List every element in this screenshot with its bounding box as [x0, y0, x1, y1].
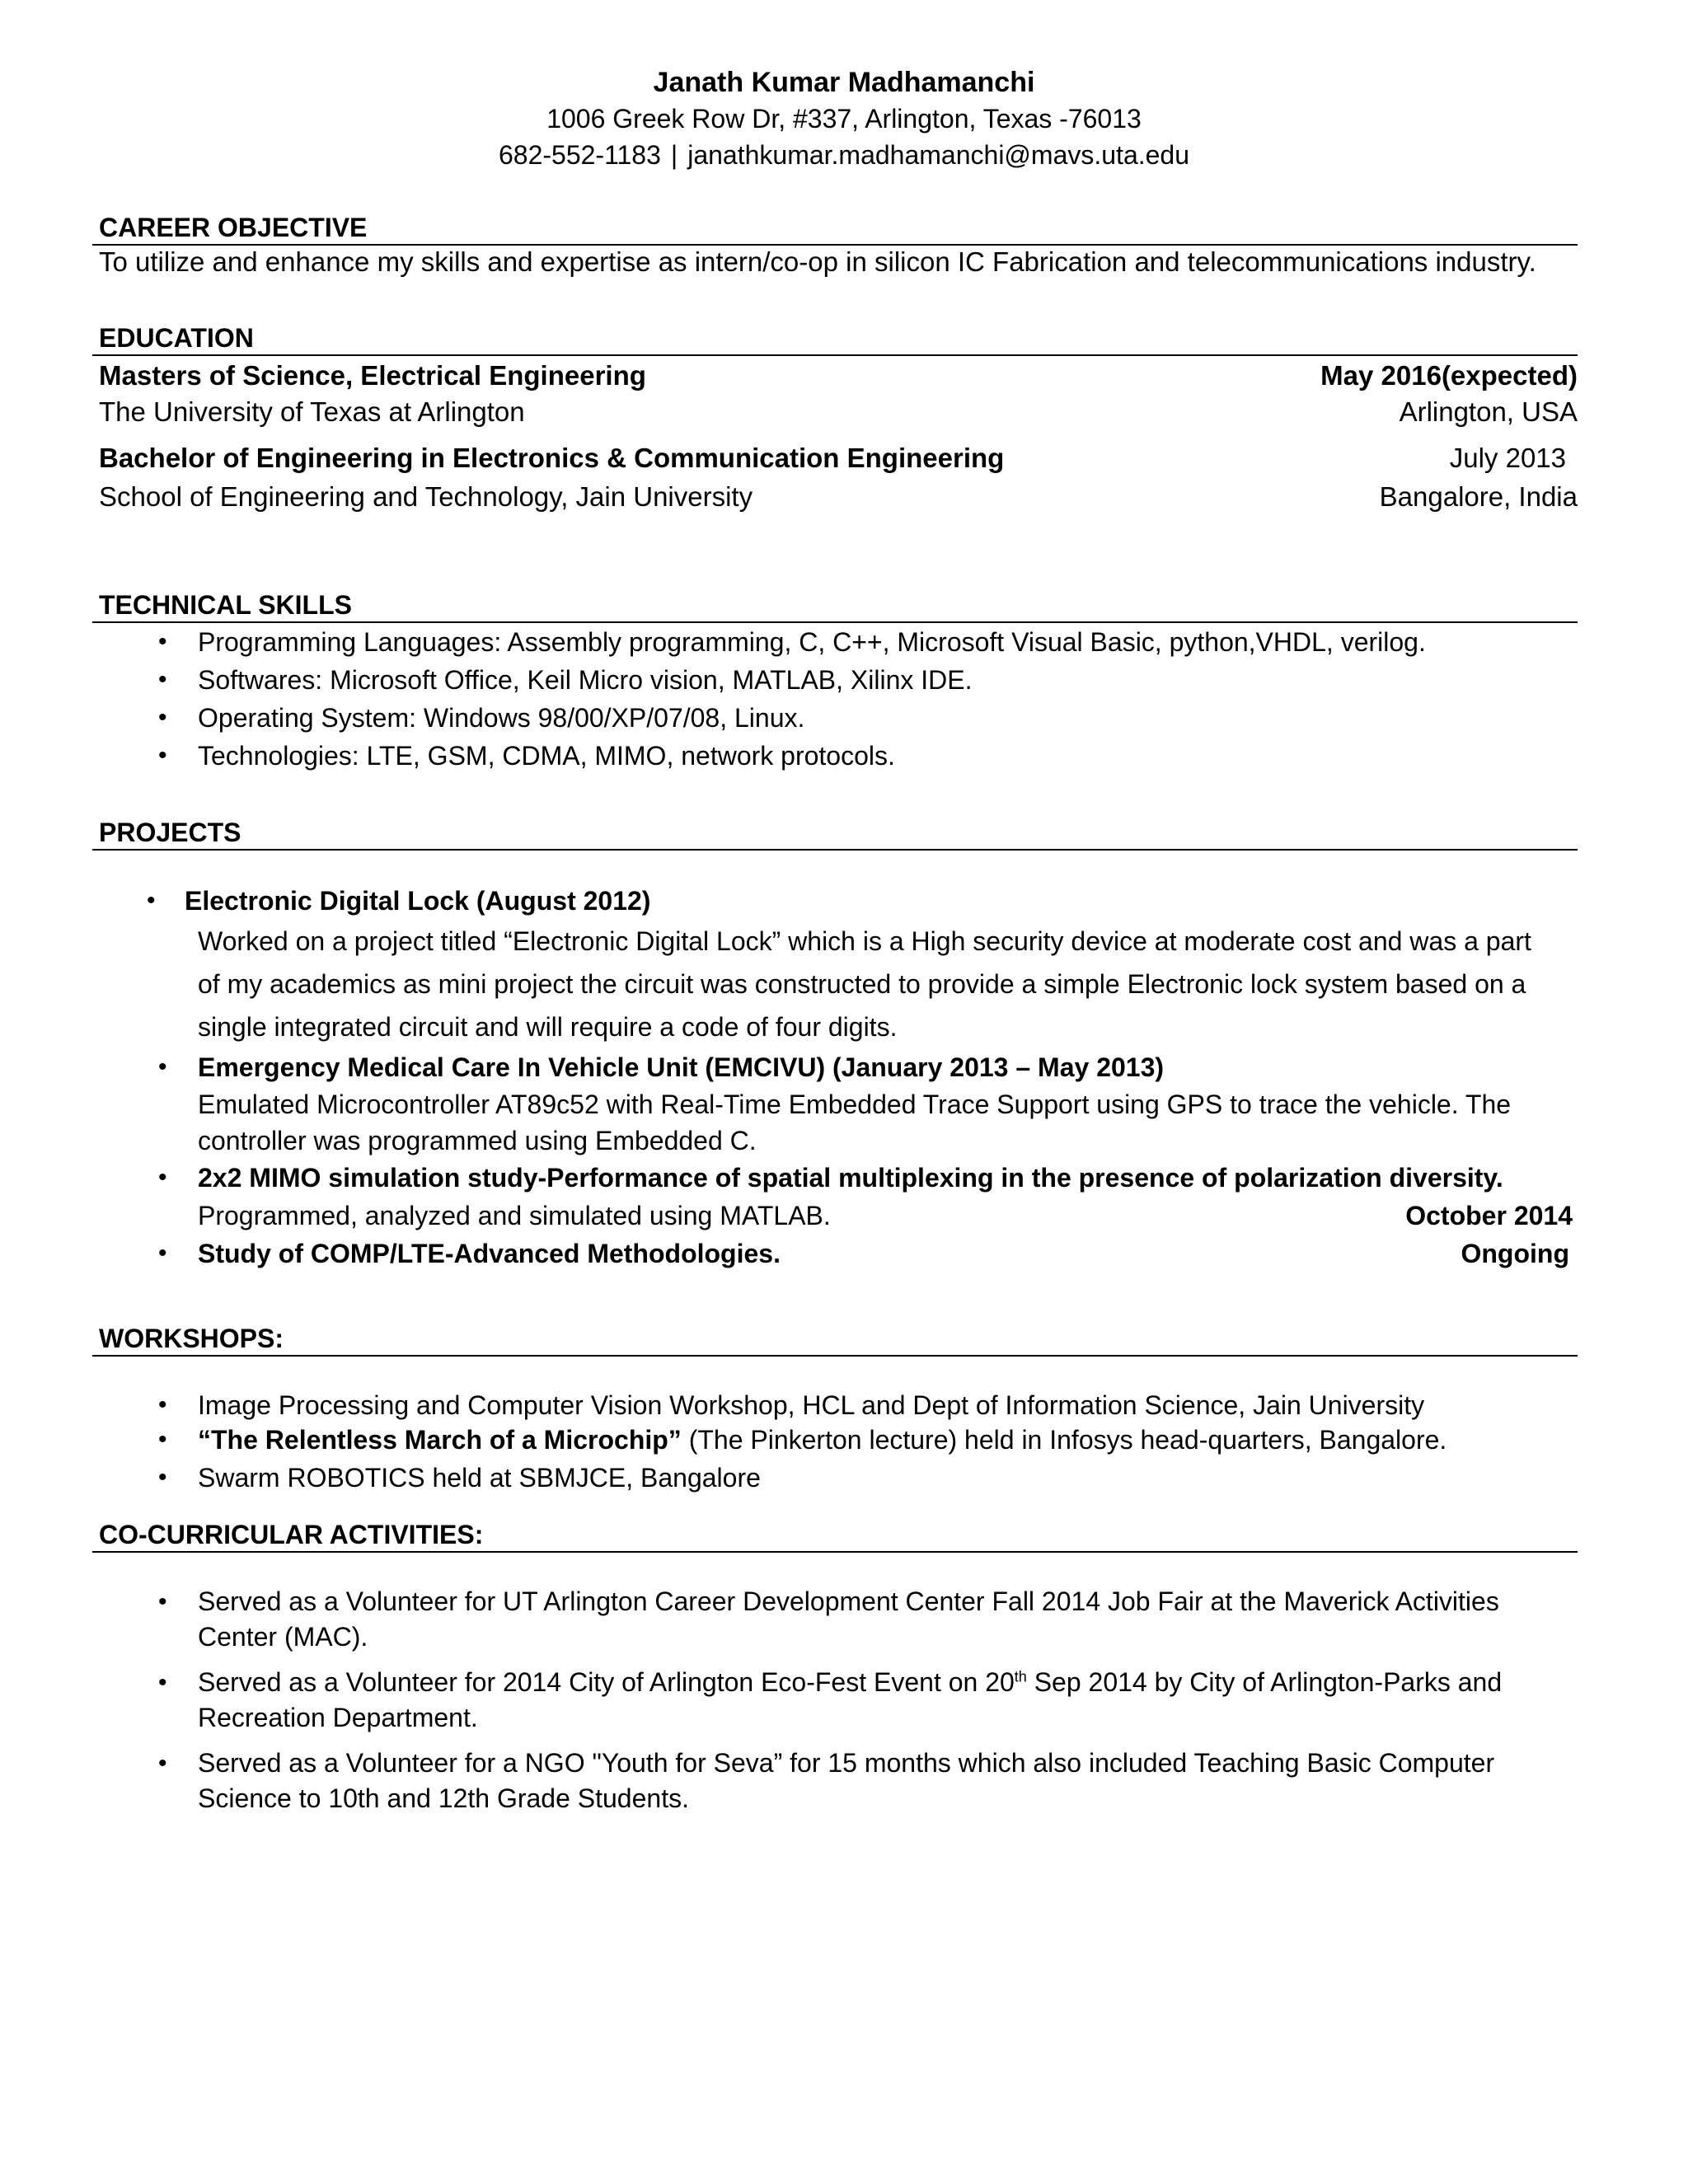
list-item	[92, 1422, 1578, 1457]
activities-list	[92, 1584, 1578, 1816]
bullet-icon: •	[158, 1669, 167, 1696]
technical-skills-section	[92, 588, 1578, 775]
activity-text: Served as a Volunteer for 2014 City of Arlington Eco-Fest Event on 20	[198, 1667, 1015, 1697]
separator: |	[670, 140, 678, 170]
education-degree-row	[92, 358, 1578, 394]
list-item	[92, 1388, 1578, 1422]
bullet-icon: •	[158, 666, 167, 693]
co-curricular-section	[92, 1518, 1578, 1816]
objective-text	[92, 246, 1578, 279]
bullet-icon: •	[158, 1053, 167, 1080]
list-item	[92, 1746, 1578, 1816]
activity-text: Served as a Volunteer for UT Arlington Career Development Center Fall 2014 Job Fair at the Maverick Activities Center (MAC).	[198, 1586, 1499, 1652]
project-title: 2x2 MIMO simulation study-Performance of spatial multiplexing in the presence of polarization diversity.	[198, 1163, 1503, 1193]
phone: 682-552-1183	[498, 140, 661, 170]
activity-text: Served as a Volunteer for a NGO "Youth for Seva” for 15 months which also included Teaching Basic Computer Science to 10th and 12th Grade Students.	[198, 1748, 1495, 1813]
bullet-icon: •	[158, 1426, 167, 1453]
project-title: Emergency Medical Care In Vehicle Unit (EMCIVU) (January 2013 – May 2013)	[198, 1052, 1165, 1082]
list-item	[92, 623, 1578, 661]
list-item	[92, 737, 1578, 775]
applicant-name: Janath Kumar Madhamanchi	[653, 67, 1035, 98]
bullet-icon: •	[158, 742, 167, 769]
skill-text: Programming Languages: Assembly programming, C, C++, Microsoft Visual Basic, python,VHDL, verilog.	[198, 627, 1426, 657]
project-title-row	[198, 1235, 1578, 1272]
bullet-icon: •	[147, 887, 156, 914]
contact-line	[0, 137, 1688, 173]
skills-list	[92, 623, 1578, 775]
workshops-section	[92, 1322, 1578, 1498]
objective-statement: To utilize and enhance my skills and expertise as intern/co-op in silicon IC Fabrication and telecommunications industry.	[99, 246, 1536, 277]
projects-list	[92, 882, 1578, 1272]
bullet-icon: •	[158, 1464, 167, 1491]
bullet-icon: •	[158, 1588, 167, 1615]
list-item	[92, 882, 1578, 1048]
workshop-text: Image Processing and Computer Vision Workshop, HCL and Dept of Information Science, Jain University	[198, 1390, 1425, 1420]
project-status: Ongoing	[1461, 1239, 1569, 1268]
bullet-icon: •	[158, 704, 167, 731]
projects-section	[92, 816, 1578, 1272]
address: 1006 Greek Row Dr, #337, Arlington, Texas -76013	[546, 104, 1142, 134]
email-link[interactable]: janathkumar.madhamanchi@mavs.uta.edu	[687, 140, 1190, 170]
workshop-text: (The Pinkerton lecture) held in Infosys head-quarters, Bangalore.	[681, 1425, 1447, 1455]
project-title: Electronic Digital Lock (August 2012)	[185, 886, 651, 916]
project-description: Programmed, analyzed and simulated using MATLAB.	[198, 1201, 831, 1230]
skill-text: Technologies: LTE, GSM, CDMA, MIMO, network protocols.	[198, 741, 895, 771]
section-title: CO-CURRICULAR ACTIVITIES:	[99, 1520, 484, 1549]
list-item	[92, 1235, 1578, 1272]
bullet-icon: •	[158, 1750, 167, 1777]
school-location: Arlington, USA	[1399, 396, 1578, 427]
workshop-text: Swarm ROBOTICS held at SBMJCE, Bangalore	[198, 1463, 761, 1493]
school-location: Bangalore, India	[1379, 481, 1578, 512]
school: The University of Texas at Arlington	[99, 396, 525, 427]
list-item	[92, 1048, 1578, 1159]
degree-date: July 2013	[1449, 443, 1566, 473]
skill-text: Softwares: Microsoft Office, Keil Micro vision, MATLAB, Xilinx IDE.	[198, 665, 973, 695]
education-school-row	[92, 476, 1578, 518]
list-item	[92, 661, 1578, 699]
degree-date: May 2016(expected)	[1320, 360, 1578, 391]
education-degree-row	[92, 440, 1578, 476]
list-item	[92, 1159, 1578, 1235]
project-date: October 2014	[1405, 1201, 1573, 1230]
skill-text: Operating System: Windows 98/00/XP/07/08, Linux.	[198, 703, 805, 733]
list-item	[92, 1665, 1578, 1736]
bullet-icon: •	[158, 1240, 167, 1267]
activity-text-cont: Sep 2014 by City of Arlington-Parks and Recreation Department.	[198, 1667, 1503, 1732]
resume-header	[0, 64, 1688, 173]
section-title: CAREER OBJECTIVE	[99, 213, 368, 242]
bullet-icon: •	[158, 628, 167, 655]
section-title: TECHNICAL SKILLS	[99, 590, 352, 620]
section-divider	[92, 1355, 1578, 1357]
project-description-row	[198, 1197, 1578, 1235]
activity-superscript: th	[1014, 1668, 1027, 1685]
section-divider	[92, 1551, 1578, 1553]
education-school-row	[92, 394, 1578, 430]
section-divider	[92, 354, 1578, 356]
workshop-highlight: “The Relentless March of a Microchip”	[198, 1425, 682, 1455]
section-title: PROJECTS	[99, 818, 241, 847]
education-section	[92, 321, 1578, 518]
degree: Masters of Science, Electrical Engineering	[99, 360, 646, 391]
school: School of Engineering and Technology, Jain University	[99, 481, 753, 512]
list-item	[92, 699, 1578, 737]
degree: Bachelor of Engineering in Electronics & Communication Engineering	[99, 443, 1005, 473]
project-description: Worked on a project titled “Electronic Digital Lock” which is a High security device at moderate cost and was a part of my academics as mini project the circuit was constructed to provide a simple Electronic lock system based on a single integrated circuit and will require a code of four digits.	[198, 926, 1531, 1042]
career-objective-section	[92, 211, 1578, 279]
project-description: Emulated Microcontroller AT89c52 with Real-Time Embedded Trace Support using GPS to trace the vehicle. The controller was programmed using Embedded C.	[198, 1090, 1512, 1155]
bullet-icon: •	[158, 1391, 167, 1418]
workshops-list	[92, 1388, 1578, 1498]
section-title: EDUCATION	[99, 323, 254, 353]
list-item	[92, 1584, 1578, 1655]
project-title: Study of COMP/LTE-Advanced Methodologies.	[198, 1239, 781, 1268]
section-title: WORKSHOPS:	[99, 1324, 284, 1353]
list-item	[92, 1457, 1578, 1498]
bullet-icon: •	[158, 1164, 167, 1191]
section-divider	[92, 849, 1578, 851]
